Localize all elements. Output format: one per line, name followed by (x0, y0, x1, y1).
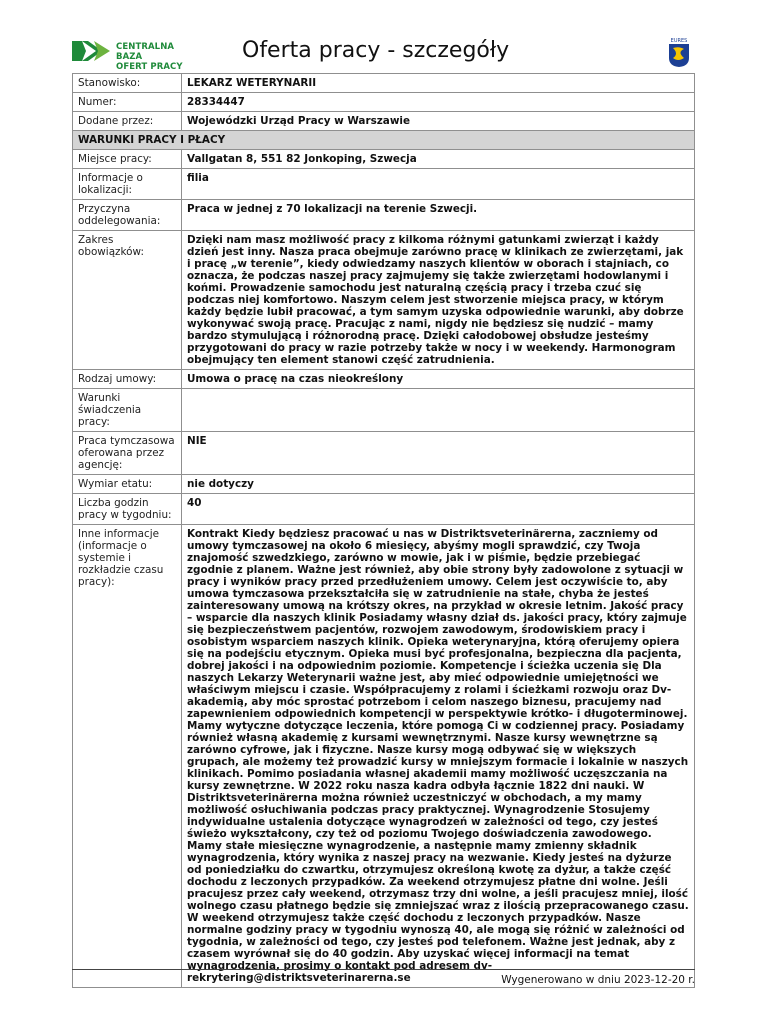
page-title: Oferta pracy - szczegóły (242, 38, 510, 63)
section-header-row (73, 131, 695, 150)
label-miejsce: Miejsce pracy: (73, 150, 182, 169)
row-przyczyna (73, 200, 695, 231)
label-wymiar: Wymiar etatu: (73, 475, 182, 494)
label-informacje: Informacje o lokalizacji: (73, 169, 182, 200)
footer-divider (72, 969, 695, 970)
label-warunki: Warunki świadczenia pracy: (73, 389, 182, 432)
value-przyczyna: Praca w jednej z 70 lokalizacji na terenie Szwecji. (182, 200, 695, 231)
value-stanowisko: LEKARZ WETERYNARII (182, 74, 695, 93)
row-informacje (73, 169, 695, 200)
row-rodzaj (73, 370, 695, 389)
label-zakres: Zakres obowiązków: (73, 231, 182, 370)
value-inne: Kontrakt Kiedy będziesz pracować u nas w Distriktsveterinärerna, zaczniemy od umowy tymczasowej na około 6 miesięcy, abyśmy mogli sprawdzić, czy Twoja znajomość szwedzkiego, zarówno w mowie, jak i w piśmie, będzie przebiegać zgodnie z planem. Ważne jest również, aby obie strony były zadowolone z sytuacji w pracy i wyników pracy przed przedłużeniem umowy. Celem jest oczywiście to, aby umowa tymczasowa przekształciła się w zatrudnienie na stałe, chyba że jesteś zainteresowany umową na krótszy okres, na przykład w okresie letnim. Jakość pracy – wsparcie dla naszych klinik Posiadamy własny dział ds. jakości pracy, który zajmuje się bezpieczeństwem pacjentów, rozwojem zawodowym, środowiskiem pracy i osobistym wsparciem naszych klinik. Opieka weterynaryjna, którą oferujemy opiera się na podejściu etycznym. Opieka musi być profesjonalna, bezpieczna dla pacjenta, dobrej jakości i na odpowiednim poziomie. Kompetencje i ścieżka uczenia się Dla naszych Lekarzy Weterynarii ważne jest, aby mieć odpowiednie umiejętności we właściwym miejscu i czasie. Współpracujemy z rolami i ścieżkami rozwoju oraz Dv-akademią, aby móc sprostać potrzebom i celom naszego biznesu, pracujemy nad zapewnieniem odpowiednich kompetencji w perspektywie krótko- i długoterminowej. Mamy wytyczne dotyczące leczenia, które pomogą Ci w codziennej pracy. Posiadamy również własną akademię z kursami wewnętrznymi. Nasze kursy wewnętrzne są zarówno cyfrowe, jak i fizyczne. Nasze kursy mogą odbywać się w większych grupach, ale możemy też prowadzić kursy w mniejszym formacie i lokalnie w naszych klinikach. Pomimo posiadania własnej akademii mamy możliwość uczęszczania na kursy zewnętrzne. W 2022 roku nasza kadra odbyła łącznie 1822 dni nauki. W Distriktsveterinärerna można również uczestniczyć w obchodach, a my mamy możliwość osłuchiwania podczas pracy praktycznej. Wynagrodzenie Stosujemy indywidualne ustalenia dotyczące wynagrodzeń w zależności od tego, czy jesteś świeżo wykształcony, czy też od poziomu Twojego doświadczenia zawodowego. Mamy stałe miesięczne wynagrodzenie, a następnie mamy zmienny składnik wynagrodzenia, który wynika z naszej pracy na wezwanie. Kiedy jesteś na dyżurze od poniedziałku do czwartku, otrzymujesz określoną kwotę za dyżur, a także część dochodu z leczonych przypadków. Za weekend otrzymujesz płatne dni wolne. Jeśli pracujesz przez cały weekend, otrzymasz trzy dni wolne, a jeśli pracujesz mniej, ilość wolnego czasu płatnego będzie się zmniejszać wraz z ilością przepracowanego czasu. W weekend otrzymujesz także część dochodu z leczonych przypadków. Nasze normalne godziny pracy w tygodniu wynoszą 40, ale mogą się różnić w zależności od tygodnia, w zależności od tego, czy jesteś pod telefonem. Ważne jest jednak, aby z czasem wyrównał się do 40 godzin. Aby uzyskać więcej informacji na temat wynagrodzenia, prosimy o kontakt pod adresem dv-rekrytering@distriktsveterinarerna.se (182, 525, 695, 988)
row-numer (73, 93, 695, 112)
value-warunki (182, 389, 695, 432)
label-numer: Numer: (73, 93, 182, 112)
label-stanowisko: Stanowisko: (73, 74, 182, 93)
value-miejsce: Vallgatan 8, 551 82 Jonkoping, Szwecja (182, 150, 695, 169)
page-header (72, 36, 696, 70)
row-zakres (73, 231, 695, 370)
centralna-baza-logo (72, 38, 202, 72)
section-warunki: WARUNKI PRACY I PŁACY (73, 131, 695, 150)
emblem-text: EURES (670, 38, 688, 44)
logo-arrow-icon (72, 38, 112, 64)
label-godziny: Liczba godzin pracy w tygodniu: (73, 494, 182, 525)
row-stanowisko (73, 74, 695, 93)
value-zakres: Dzięki nam masz możliwość pracy z kilkoma różnymi gatunkami zwierząt i każdy dzień jest inny. Nasza praca obejmuje zarówno pracę w klinikach ze zwierzętami, jak i pracę „w terenie”, kiedy odwiedzamy naszych klientów w oborach i stajniach, co oznacza, że podczas naszej pracy zajmujemy się także zwierzętami hodowlanymi i końmi. Prowadzenie samochodu jest naturalną częścią pracy i trzeba czuć się podczas niej komfortowo. Naszym celem jest stworzenie miejsca pracy, w którym każdy będzie lubił pracować, a tym samym uzyska odpowiednie warunki, aby dobrze wykonywać swoją pracę. Pracując z nami, nigdy nie będziesz się nudzić – mamy bardzo stymulującą i różnorodną pracę. Dzięki całodobowej obsłudze jesteśmy przygotowani do pracy w razie potrzeby także w nocy i w weekendy. Harmonogram obejmujący ten element stanowi część zatrudnienia. (182, 231, 695, 370)
row-dodane (73, 112, 695, 131)
value-wymiar: nie dotyczy (182, 475, 695, 494)
value-rodzaj: Umowa o pracę na czas nieokreślony (182, 370, 695, 389)
value-dodane: Wojewódzki Urząd Pracy w Warszawie (182, 112, 695, 131)
value-informacje: filia (182, 169, 695, 200)
logo-line-2: OFERT PRACY (116, 62, 183, 72)
row-tymczasowa (73, 432, 695, 475)
eures-emblem (666, 36, 692, 68)
row-miejsce (73, 150, 695, 169)
value-numer: 28334447 (182, 93, 695, 112)
label-rodzaj: Rodzaj umowy: (73, 370, 182, 389)
row-godziny (73, 494, 695, 525)
logo-line-1: CENTRALNA BAZA (116, 42, 175, 62)
generated-date: Wygenerowano w dniu 2023-12-20 r. (501, 974, 695, 986)
value-tymczasowa: NIE (182, 432, 695, 475)
label-przyczyna: Przyczyna oddelegowania: (73, 200, 182, 231)
row-inne (73, 525, 695, 988)
row-warunki (73, 389, 695, 432)
offer-details-table (72, 73, 695, 988)
value-godziny: 40 (182, 494, 695, 525)
row-wymiar (73, 475, 695, 494)
label-dodane: Dodane przez: (73, 112, 182, 131)
label-inne: Inne informacje (informacje o systemie i rozkładzie czasu pracy): (73, 525, 182, 988)
eures-logo-icon (666, 36, 692, 68)
label-tymczasowa: Praca tymczasowa oferowana przez agencję: (73, 432, 182, 475)
